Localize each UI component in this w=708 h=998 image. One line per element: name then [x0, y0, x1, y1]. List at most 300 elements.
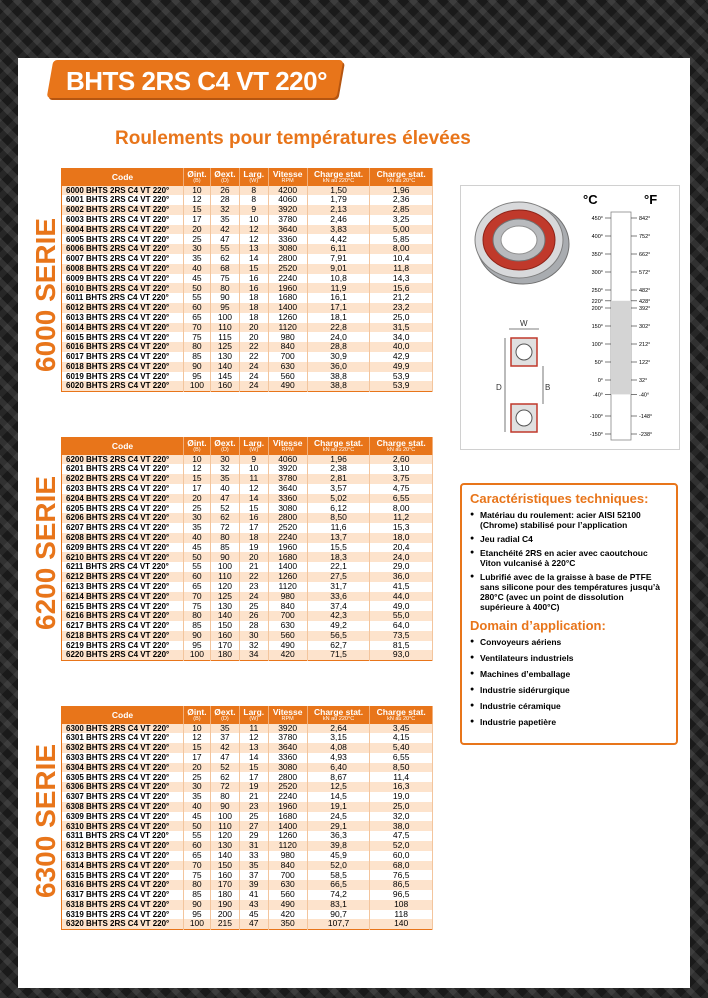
celsius-tick: -100° — [589, 414, 603, 420]
bearing-code: 6212 BHTS 2RS C4 VT 220° — [62, 572, 184, 582]
characteristic-item: ● Lubrifié avec de la graisse à base de PTFE sans silicone pour des températures jusqu’à 280°C (avec un point de dissolution supérieure à 400°C) — [470, 572, 668, 612]
table-row — [62, 381, 433, 391]
table-cell: 3920 — [268, 464, 307, 474]
bearing-code: 6206 BHTS 2RS C4 VT 220° — [62, 513, 184, 523]
table-cell: 170 — [210, 880, 239, 890]
celsius-tick: 150° — [591, 324, 603, 330]
table-cell: 700 — [268, 352, 307, 362]
table-cell: 62 — [210, 254, 239, 264]
characteristic-item: ● Etanchéité 2RS en acier avec caoutchouc Viton vulcanisé à 220°C — [470, 548, 668, 568]
table-row — [62, 323, 433, 333]
table-row — [62, 562, 433, 572]
table-cell: 12,5 — [307, 782, 370, 792]
table-cell: 140 — [210, 611, 239, 621]
table-cell: 40 — [184, 802, 211, 812]
table-cell: 15 — [184, 205, 211, 215]
table-cell: 8,50 — [370, 763, 433, 773]
table-cell: 2,81 — [307, 474, 370, 484]
table-cell: 200 — [210, 910, 239, 920]
table-header-row — [62, 707, 433, 724]
table-row — [62, 592, 433, 602]
fahrenheit-tick: 572° — [639, 270, 651, 276]
fahrenheit-tick: 302° — [639, 324, 651, 330]
table-row — [62, 533, 433, 543]
table-cell: 110 — [210, 821, 239, 831]
table-cell: 1400 — [268, 821, 307, 831]
table-cell: 47 — [210, 753, 239, 763]
table-cell: 85 — [210, 543, 239, 553]
table-cell: 12 — [184, 464, 211, 474]
table-row — [62, 215, 433, 225]
table-row — [62, 234, 433, 244]
table-row — [62, 303, 433, 313]
bearing-code: 6018 BHTS 2RS C4 VT 220° — [62, 362, 184, 372]
table-cell: 90 — [184, 362, 211, 372]
table-cell: 25,0 — [370, 802, 433, 812]
table-cell: 49,0 — [370, 601, 433, 611]
celsius-tick: 400° — [591, 234, 603, 240]
table-cell: 33 — [240, 851, 269, 861]
table-cell: 2,13 — [307, 205, 370, 215]
table-cell: 560 — [268, 631, 307, 641]
table-cell: 980 — [268, 332, 307, 342]
table-cell: 11,6 — [307, 523, 370, 533]
table-cell: 49,2 — [307, 621, 370, 631]
bearing-code: 6013 BHTS 2RS C4 VT 220° — [62, 313, 184, 323]
table-cell: 35 — [184, 523, 211, 533]
table-cell: 107,7 — [307, 919, 370, 929]
table-cell: 93,0 — [370, 650, 433, 660]
table-cell: 3080 — [268, 244, 307, 254]
table-cell: 85 — [184, 352, 211, 362]
bearing-code: 6301 BHTS 2RS C4 VT 220° — [62, 733, 184, 743]
table-6000-series — [61, 168, 433, 392]
table-cell: 14 — [240, 753, 269, 763]
table-row — [62, 650, 433, 660]
fahrenheit-tick: 752° — [639, 234, 651, 240]
bearing-code: 6302 BHTS 2RS C4 VT 220° — [62, 743, 184, 753]
table-cell: 6,11 — [307, 244, 370, 254]
table-cell: 24,0 — [307, 332, 370, 342]
celsius-tick: -150° — [589, 432, 603, 438]
table-cell: 1260 — [268, 572, 307, 582]
table-cell: 95 — [184, 910, 211, 920]
table-cell: 21 — [240, 562, 269, 572]
table-row — [62, 641, 433, 651]
table-cell: 180 — [210, 890, 239, 900]
table-row — [62, 552, 433, 562]
table-cell: 31 — [240, 841, 269, 851]
table-cell: 25 — [184, 503, 211, 513]
table-row — [62, 851, 433, 861]
table-cell: 11 — [240, 474, 269, 484]
table-cell: 2,38 — [307, 464, 370, 474]
table-cell: 2800 — [268, 772, 307, 782]
bearing-code: 6312 BHTS 2RS C4 VT 220° — [62, 841, 184, 851]
table-cell: 16,3 — [370, 782, 433, 792]
table-cell: 160 — [210, 381, 239, 391]
table-cell: 24 — [240, 362, 269, 372]
table-cell: 44,0 — [370, 592, 433, 602]
table-cell: 1400 — [268, 562, 307, 572]
header-speed: Vitesse RPM — [268, 169, 307, 186]
table-cell: 53,9 — [370, 381, 433, 391]
bearing-code: 6309 BHTS 2RS C4 VT 220° — [62, 812, 184, 822]
table-cell: 3640 — [268, 484, 307, 494]
table-cell: 65 — [184, 582, 211, 592]
table-cell: 35 — [210, 215, 239, 225]
table-row — [62, 763, 433, 773]
table-cell: 15 — [184, 474, 211, 484]
table-cell: 71,5 — [307, 650, 370, 660]
table-cell: 28 — [240, 621, 269, 631]
header-speed: Vitesse RPM — [268, 707, 307, 724]
series-label-6200: 6200 SERIE — [30, 475, 61, 630]
table-cell: 15,3 — [370, 523, 433, 533]
table-cell: 3360 — [268, 234, 307, 244]
bearing-diagram — [461, 186, 681, 451]
table-cell: 1680 — [268, 552, 307, 562]
bearing-code: 6310 BHTS 2RS C4 VT 220° — [62, 821, 184, 831]
series-label-6000: 6000 SERIE — [30, 217, 61, 372]
table-cell: 21,2 — [370, 293, 433, 303]
fahrenheit-tick: 428° — [639, 298, 651, 305]
table-cell: 36,0 — [370, 572, 433, 582]
table-cell: 700 — [268, 870, 307, 880]
table-row — [62, 782, 433, 792]
table-cell: 85 — [184, 621, 211, 631]
table-cell: 7,91 — [307, 254, 370, 264]
table-row — [62, 464, 433, 474]
table-cell: 10 — [184, 724, 211, 734]
header-width: Larg. (W) — [240, 438, 269, 455]
table-cell: 65 — [184, 313, 211, 323]
bearing-code: 6211 BHTS 2RS C4 VT 220° — [62, 562, 184, 572]
table-cell: 130 — [210, 352, 239, 362]
table-cell: 20 — [184, 494, 211, 504]
table-row — [62, 919, 433, 929]
bearing-code: 6306 BHTS 2RS C4 VT 220° — [62, 782, 184, 792]
bearing-code: 6213 BHTS 2RS C4 VT 220° — [62, 582, 184, 592]
table-cell: 43 — [240, 900, 269, 910]
table-cell: 90 — [210, 293, 239, 303]
table-cell: 8 — [240, 195, 269, 205]
table-cell: 90 — [184, 900, 211, 910]
header-width: Larg. (W) — [240, 707, 269, 724]
table-cell: 2800 — [268, 513, 307, 523]
table-cell: 2240 — [268, 533, 307, 543]
table-cell: 1,50 — [307, 186, 370, 196]
table-cell: 1260 — [268, 831, 307, 841]
table-cell: 2240 — [268, 792, 307, 802]
table-cell: 1,79 — [307, 195, 370, 205]
table-cell: 3,25 — [370, 215, 433, 225]
fahrenheit-tick: 32° — [639, 378, 648, 384]
table-cell: 20 — [240, 552, 269, 562]
bearing-code: 6201 BHTS 2RS C4 VT 220° — [62, 464, 184, 474]
table-cell: 70 — [184, 861, 211, 871]
table-cell: 8,67 — [307, 772, 370, 782]
table-cell: 47 — [210, 494, 239, 504]
table-cell: 26 — [210, 186, 239, 196]
table-cell: 64,0 — [370, 621, 433, 631]
table-cell: 120 — [210, 831, 239, 841]
table-cell: 14,3 — [370, 274, 433, 284]
table-cell: 9 — [240, 455, 269, 465]
table-cell: 41 — [240, 890, 269, 900]
table-cell: 1120 — [268, 323, 307, 333]
table-cell: 15,5 — [307, 543, 370, 553]
page-title: BHTS 2RS C4 VT 220° — [66, 66, 327, 96]
table-cell: 4060 — [268, 455, 307, 465]
table-cell: 47 — [240, 919, 269, 929]
celsius-tick: 450° — [591, 216, 603, 222]
header-static-load-220: Charge stat. kN au 220°C — [307, 169, 370, 186]
bearing-code: 6009 BHTS 2RS C4 VT 220° — [62, 274, 184, 284]
table-cell: 56,5 — [307, 631, 370, 641]
table-cell: 3,83 — [307, 225, 370, 235]
table-row — [62, 753, 433, 763]
table-cell: 75 — [210, 274, 239, 284]
table-cell: 3360 — [268, 494, 307, 504]
table-cell: 700 — [268, 611, 307, 621]
table-cell: 24,5 — [307, 812, 370, 822]
table-cell: 23 — [240, 802, 269, 812]
table-cell: 120 — [210, 582, 239, 592]
table-cell: 100 — [184, 650, 211, 660]
bearing-code: 6010 BHTS 2RS C4 VT 220° — [62, 283, 184, 293]
bearing-code: 6315 BHTS 2RS C4 VT 220° — [62, 870, 184, 880]
table-row — [62, 332, 433, 342]
table-cell: 100 — [184, 919, 211, 929]
table-cell: 8,00 — [370, 503, 433, 513]
header-width: Larg. (W) — [240, 169, 269, 186]
table-cell: 80 — [184, 880, 211, 890]
header-code: Code — [62, 707, 184, 724]
table-cell: 66,5 — [307, 880, 370, 890]
bearing-code: 6317 BHTS 2RS C4 VT 220° — [62, 890, 184, 900]
table-cell: 33,6 — [307, 592, 370, 602]
table-cell: 20 — [240, 323, 269, 333]
table-cell: 350 — [268, 919, 307, 929]
table-cell: 80 — [184, 611, 211, 621]
table-cell: 96,5 — [370, 890, 433, 900]
table-cell: 4,42 — [307, 234, 370, 244]
fahrenheit-label: °F — [644, 192, 658, 207]
bearing-code: 6319 BHTS 2RS C4 VT 220° — [62, 910, 184, 920]
table-cell: 6,55 — [370, 753, 433, 763]
table-cell: 14 — [240, 254, 269, 264]
table-cell: 31,5 — [370, 323, 433, 333]
table-cell: 45 — [184, 812, 211, 822]
table-cell: 3,75 — [370, 474, 433, 484]
table-cell: 25 — [240, 601, 269, 611]
bearing-code: 6218 BHTS 2RS C4 VT 220° — [62, 631, 184, 641]
series-label-6300: 6300 SERIE — [30, 743, 61, 898]
table-cell: 24 — [240, 381, 269, 391]
table-cell: 16,1 — [307, 293, 370, 303]
table-cell: 140 — [210, 362, 239, 372]
table-cell: 55 — [184, 831, 211, 841]
table-row — [62, 195, 433, 205]
table-row — [62, 831, 433, 841]
table-cell: 73,5 — [370, 631, 433, 641]
fahrenheit-tick: 212° — [639, 342, 651, 348]
table-cell: 15,6 — [370, 283, 433, 293]
table-row — [62, 264, 433, 274]
bearing-code: 6001 BHTS 2RS C4 VT 220° — [62, 195, 184, 205]
fahrenheit-tick: -148° — [639, 414, 653, 420]
table-cell: 25 — [240, 812, 269, 822]
bearing-code: 6003 BHTS 2RS C4 VT 220° — [62, 215, 184, 225]
application-item: ● Ventilateurs industriels — [470, 653, 668, 663]
fahrenheit-tick: 482° — [639, 288, 651, 294]
application-item: ● Machines d’emballage — [470, 669, 668, 679]
table-row — [62, 523, 433, 533]
table-cell: 12 — [240, 225, 269, 235]
application-item: ● Industrie céramique — [470, 701, 668, 711]
table-cell: 4060 — [268, 195, 307, 205]
table-cell: 840 — [268, 342, 307, 352]
table-cell: 490 — [268, 381, 307, 391]
table-cell: 85 — [184, 890, 211, 900]
table-cell: 40 — [184, 264, 211, 274]
table-cell: 19 — [240, 543, 269, 553]
table-cell: 40,0 — [370, 342, 433, 352]
bearing-code: 6203 BHTS 2RS C4 VT 220° — [62, 484, 184, 494]
bearing-code: 6000 BHTS 2RS C4 VT 220° — [62, 186, 184, 196]
table-cell: 50 — [184, 283, 211, 293]
table-cell: 1960 — [268, 543, 307, 553]
bearing-code: 6014 BHTS 2RS C4 VT 220° — [62, 323, 184, 333]
table-cell: 47,5 — [370, 831, 433, 841]
table-cell: 29 — [240, 831, 269, 841]
table-cell: 28 — [210, 195, 239, 205]
table-cell: 16 — [240, 274, 269, 284]
table-row — [62, 743, 433, 753]
table-cell: 12 — [240, 484, 269, 494]
table-row — [62, 283, 433, 293]
bearing-code: 6207 BHTS 2RS C4 VT 220° — [62, 523, 184, 533]
table-cell: 75 — [184, 332, 211, 342]
applications-list — [470, 637, 668, 727]
table-row — [62, 572, 433, 582]
table-cell: 6,55 — [370, 494, 433, 504]
table-cell: 2520 — [268, 264, 307, 274]
bearing-code: 6314 BHTS 2RS C4 VT 220° — [62, 861, 184, 871]
table-cell: 8,50 — [307, 513, 370, 523]
header-speed: Vitesse RPM — [268, 438, 307, 455]
table-cell: 15 — [240, 264, 269, 274]
table-cell: 2,85 — [370, 205, 433, 215]
bearing-code: 6219 BHTS 2RS C4 VT 220° — [62, 641, 184, 651]
table-cell: 18 — [240, 293, 269, 303]
table-row — [62, 313, 433, 323]
table-cell: 68,0 — [370, 861, 433, 871]
bearing-code: 6019 BHTS 2RS C4 VT 220° — [62, 372, 184, 382]
bearing-code: 6318 BHTS 2RS C4 VT 220° — [62, 900, 184, 910]
table-cell: 18,3 — [307, 552, 370, 562]
table-row — [62, 890, 433, 900]
table-cell: 75 — [184, 601, 211, 611]
table-cell: 22,1 — [307, 562, 370, 572]
table-cell: 90 — [184, 631, 211, 641]
header-static-load-220: Charge stat. kN au 220°C — [307, 438, 370, 455]
table-cell: 80 — [210, 283, 239, 293]
table-cell: 215 — [210, 919, 239, 929]
characteristics-title: Caractéristiques techniques: — [470, 491, 649, 506]
table-cell: 10 — [240, 215, 269, 225]
table-cell: 420 — [268, 650, 307, 660]
bearing-code: 6015 BHTS 2RS C4 VT 220° — [62, 332, 184, 342]
table-cell: 62 — [210, 772, 239, 782]
table-cell: 19,1 — [307, 802, 370, 812]
table-cell: 840 — [268, 601, 307, 611]
table-cell: 10 — [240, 464, 269, 474]
table-cell: 55,0 — [370, 611, 433, 621]
table-cell: 50 — [184, 552, 211, 562]
table-cell: 49,9 — [370, 362, 433, 372]
celsius-tick: 300° — [591, 270, 603, 276]
bearing-code: 6320 BHTS 2RS C4 VT 220° — [62, 919, 184, 929]
table-cell: 150 — [210, 861, 239, 871]
table-cell: 90 — [210, 552, 239, 562]
table-cell: 18,0 — [370, 533, 433, 543]
table-cell: 17 — [240, 523, 269, 533]
table-cell: 140 — [370, 919, 433, 929]
table-cell: 52,0 — [370, 841, 433, 851]
header-outer-diameter: Øext. (D) — [210, 169, 239, 186]
table-row — [62, 362, 433, 372]
table-cell: 108 — [370, 900, 433, 910]
table-cell: 2,36 — [370, 195, 433, 205]
table-cell: 30 — [184, 513, 211, 523]
table-cell: 3780 — [268, 474, 307, 484]
table-cell: 45,9 — [307, 851, 370, 861]
table-cell: 180 — [210, 650, 239, 660]
table-cell: 10,4 — [370, 254, 433, 264]
table-cell: 32 — [240, 641, 269, 651]
table-cell: 8,00 — [370, 244, 433, 254]
table-cell: 4,93 — [307, 753, 370, 763]
bearing-code: 6300 BHTS 2RS C4 VT 220° — [62, 724, 184, 734]
table-cell: 2,60 — [370, 455, 433, 465]
table-cell: 53,9 — [370, 372, 433, 382]
table-cell: 1680 — [268, 293, 307, 303]
table-cell: 30 — [240, 631, 269, 641]
table-cell: 15 — [240, 503, 269, 513]
bearing-code: 6217 BHTS 2RS C4 VT 220° — [62, 621, 184, 631]
fahrenheit-tick: -238° — [639, 432, 653, 438]
table-row — [62, 342, 433, 352]
table-cell: 560 — [268, 890, 307, 900]
table-cell: 1120 — [268, 582, 307, 592]
table-cell: 35 — [184, 254, 211, 264]
header-static-load-20: Charge stat. kN au 20°C — [370, 438, 433, 455]
table-cell: 160 — [210, 631, 239, 641]
table-cell: 3920 — [268, 205, 307, 215]
table-cell: 15 — [240, 763, 269, 773]
table-cell: 4,75 — [370, 484, 433, 494]
table-cell: 42 — [210, 743, 239, 753]
table-cell: 21 — [240, 792, 269, 802]
table-cell: 60 — [184, 303, 211, 313]
table-cell: 17,1 — [307, 303, 370, 313]
celsius-tick: -40° — [592, 392, 603, 399]
table-cell: 74,2 — [307, 890, 370, 900]
table-6300-series — [61, 706, 433, 930]
table-cell: 11,8 — [370, 264, 433, 274]
